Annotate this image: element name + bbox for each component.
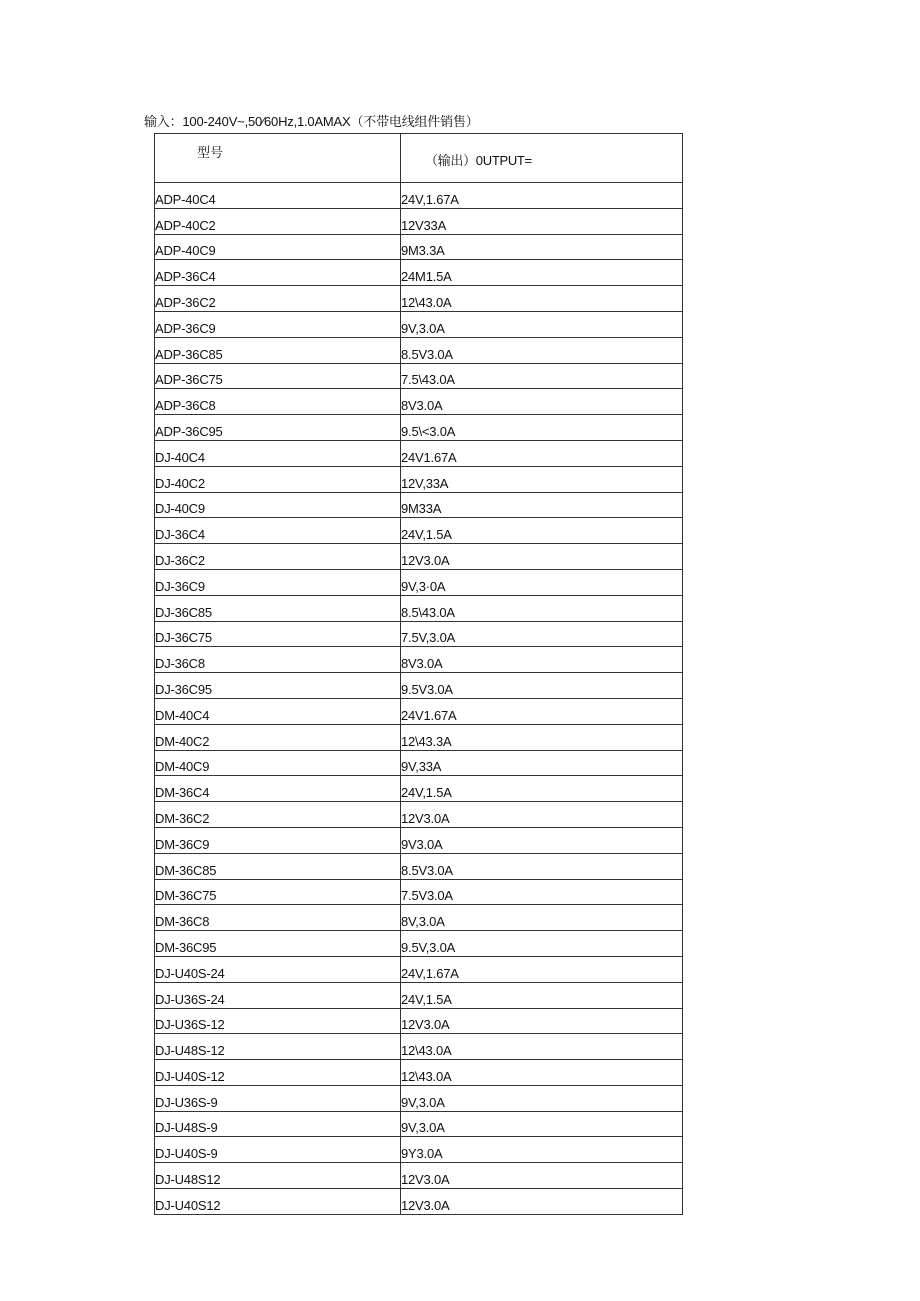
output-cell: 7.5V,3.0A: [401, 621, 683, 647]
table-row: [155, 415, 683, 441]
output-cell: 12V3.0A: [401, 1008, 683, 1034]
table-row: [155, 518, 683, 544]
table-row: [155, 724, 683, 750]
output-cell: 12V33A: [401, 208, 683, 234]
model-cell: DJ-40C9: [155, 492, 401, 518]
output-cell: 24V,1.5A: [401, 982, 683, 1008]
table-row: [155, 595, 683, 621]
table-row: [155, 363, 683, 389]
header-model-cell: [155, 134, 401, 183]
table-row: [155, 1189, 683, 1215]
model-cell: ADP-36C9: [155, 311, 401, 337]
output-cell: 24V,1.67A: [401, 183, 683, 209]
output-cell: 7.5V3.0A: [401, 879, 683, 905]
output-cell: 9V3.0A: [401, 827, 683, 853]
model-cell: DJ-36C4: [155, 518, 401, 544]
model-cell: DM-40C2: [155, 724, 401, 750]
table-row: [155, 544, 683, 570]
model-cell: ADP-36C4: [155, 260, 401, 286]
output-cell: 9V,3.0A: [401, 311, 683, 337]
output-cell: 24M1.5A: [401, 260, 683, 286]
model-cell: ADP-36C95: [155, 415, 401, 441]
model-cell: DM-36C9: [155, 827, 401, 853]
table-row: [155, 621, 683, 647]
header-model-label: 型号: [197, 145, 224, 160]
table-row: [155, 1085, 683, 1111]
input-spec-caption: 输入：100-240V~,50⁄60Hz,1.0AMAX（不带电线组件销售）: [144, 114, 479, 129]
table-row: [155, 1034, 683, 1060]
output-cell: 9M33A: [401, 492, 683, 518]
table-row: [155, 1008, 683, 1034]
model-cell: DM-40C9: [155, 750, 401, 776]
table-row: [155, 1060, 683, 1086]
output-cell: 9.5\<3.0A: [401, 415, 683, 441]
output-cell: 8.5V3.0A: [401, 337, 683, 363]
table-row: [155, 260, 683, 286]
output-cell: 8.5\43.0A: [401, 595, 683, 621]
model-cell: ADP-36C75: [155, 363, 401, 389]
model-cell: ADP-36C2: [155, 286, 401, 312]
table-row: [155, 440, 683, 466]
output-cell: 8V3.0A: [401, 389, 683, 415]
model-cell: DJ-36C2: [155, 544, 401, 570]
output-cell: 9.5V,3.0A: [401, 931, 683, 957]
table-row: [155, 311, 683, 337]
output-cell: 9V,3.0A: [401, 1111, 683, 1137]
model-cell: DJ-U48S12: [155, 1163, 401, 1189]
model-cell: DM-36C85: [155, 853, 401, 879]
output-cell: 12V3.0A: [401, 1163, 683, 1189]
table-row: [155, 931, 683, 957]
table-row: [155, 647, 683, 673]
table-row: [155, 183, 683, 209]
model-cell: DJ-U40S-12: [155, 1060, 401, 1086]
output-cell: 24V,1.5A: [401, 518, 683, 544]
table-row: [155, 208, 683, 234]
model-cell: DM-36C2: [155, 802, 401, 828]
table-row: [155, 1137, 683, 1163]
table-row: [155, 337, 683, 363]
table-row: [155, 698, 683, 724]
model-cell: DJ-U40S-24: [155, 956, 401, 982]
output-cell: 12\43.0A: [401, 286, 683, 312]
output-cell: 9M3.3A: [401, 234, 683, 260]
table-row: [155, 750, 683, 776]
output-cell: 8.5V3.0A: [401, 853, 683, 879]
model-cell: DM-36C8: [155, 905, 401, 931]
model-cell: DJ-36C95: [155, 673, 401, 699]
output-cell: 9V,3.0A: [401, 1085, 683, 1111]
table-row: [155, 569, 683, 595]
model-cell: DM-40C4: [155, 698, 401, 724]
table-row: [155, 466, 683, 492]
model-cell: DJ-U40S12: [155, 1189, 401, 1215]
table-row: [155, 234, 683, 260]
table-body: [155, 183, 683, 1215]
model-cell: ADP-40C9: [155, 234, 401, 260]
table-row: [155, 389, 683, 415]
table-row: [155, 802, 683, 828]
output-cell: 12V3.0A: [401, 802, 683, 828]
output-cell: 9Y3.0A: [401, 1137, 683, 1163]
model-cell: DJ-U48S-9: [155, 1111, 401, 1137]
model-cell: DJ-36C8: [155, 647, 401, 673]
output-cell: 8V,3.0A: [401, 905, 683, 931]
output-cell: 12V3.0A: [401, 544, 683, 570]
output-cell: 12V,33A: [401, 466, 683, 492]
model-cell: ADP-40C2: [155, 208, 401, 234]
table-header-row: [155, 134, 683, 183]
model-cell: DJ-36C85: [155, 595, 401, 621]
model-cell: DJ-40C4: [155, 440, 401, 466]
output-cell: 24V1.67A: [401, 698, 683, 724]
table-row: [155, 982, 683, 1008]
model-cell: DM-36C75: [155, 879, 401, 905]
output-cell: 9V,3·0A: [401, 569, 683, 595]
model-cell: DM-36C95: [155, 931, 401, 957]
model-cell: DJ-U48S-12: [155, 1034, 401, 1060]
adapter-spec-table: [154, 133, 683, 1215]
model-cell: DJ-U36S-12: [155, 1008, 401, 1034]
output-cell: 24V1.67A: [401, 440, 683, 466]
output-cell: 12\43.0A: [401, 1034, 683, 1060]
model-cell: DJ-U40S-9: [155, 1137, 401, 1163]
model-cell: ADP-36C8: [155, 389, 401, 415]
table-row: [155, 286, 683, 312]
output-cell: 12\43.0A: [401, 1060, 683, 1086]
output-cell: 12V3.0A: [401, 1189, 683, 1215]
table-row: [155, 905, 683, 931]
table-row: [155, 776, 683, 802]
output-cell: 9.5V3.0A: [401, 673, 683, 699]
table-row: [155, 492, 683, 518]
model-cell: DJ-36C75: [155, 621, 401, 647]
table-row: [155, 1163, 683, 1189]
table-row: [155, 827, 683, 853]
output-cell: 24V,1.67A: [401, 956, 683, 982]
model-cell: DJ-U36S-9: [155, 1085, 401, 1111]
model-cell: ADP-36C85: [155, 337, 401, 363]
model-cell: DJ-40C2: [155, 466, 401, 492]
model-cell: DJ-U36S-24: [155, 982, 401, 1008]
header-output-cell: [401, 134, 683, 183]
output-cell: 12\43.3A: [401, 724, 683, 750]
output-cell: 8V3.0A: [401, 647, 683, 673]
table-row: [155, 956, 683, 982]
output-cell: 24V,1.5A: [401, 776, 683, 802]
model-cell: DJ-36C9: [155, 569, 401, 595]
model-cell: DM-36C4: [155, 776, 401, 802]
output-cell: 9V,33A: [401, 750, 683, 776]
table-row: [155, 853, 683, 879]
table-row: [155, 1111, 683, 1137]
table-row: [155, 879, 683, 905]
header-output-label: （输出）0UTPUT=: [425, 153, 532, 168]
output-cell: 7.5\43.0A: [401, 363, 683, 389]
model-cell: ADP-40C4: [155, 183, 401, 209]
table-row: [155, 673, 683, 699]
